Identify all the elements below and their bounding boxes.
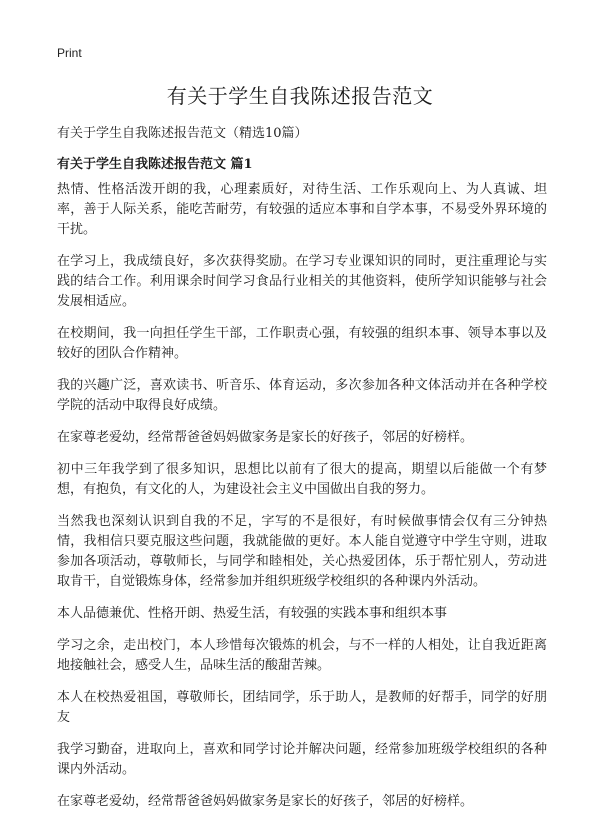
paragraph: 在家尊老爱幼，经常帮爸爸妈妈做家务是家长的好孩子，邻居的好榜样。	[57, 430, 474, 445]
print-link[interactable]: Print	[57, 46, 82, 60]
paragraph: 本人品德兼优、性格开朗、热爱生活，有较强的实践本事和组织本事	[57, 606, 448, 621]
paragraph: 本人在校热爱祖国，尊敬师长，团结同学，乐于助人，是教师的好帮手，同学的好朋友	[57, 690, 547, 725]
paragraph: 在校期间，我一向担任学生干部，工作职责心强，有较强的组织本事、领导本事以及较好的团队合作精神。	[57, 326, 547, 361]
page-title: 有关于学生自我陈述报告范文	[166, 84, 434, 108]
paragraph: 我学习勤奋，进取向上，喜欢和同学讨论并解决问题，经常参加班级学校组织的各种课内外活动。	[57, 742, 547, 777]
document-subtitle: 有关于学生自我陈述报告范文（精选10篇）	[57, 126, 308, 141]
paragraph: 我的兴趣广泛，喜欢读书、听音乐、体育运动，多次参加各种文体活动并在各种学校学院的活动中取得良好成绩。	[57, 378, 547, 413]
paragraph: 学习之余，走出校门，本人珍惜每次锻炼的机会，与不一样的人相处，让自我近距离地接触社会，感受人生，品味生活的酸甜苦辣。	[57, 638, 547, 673]
paragraph: 当然我也深刻认识到自我的不足，字写的不是很好，有时候做事情会仅有三分钟热情，我相信只要克服这些问题，我就能做的更好。本人能自觉遵守中学生守则，进取参加各项活动，尊敬师长，与同学和睦相处，关心热爱团体，乐于帮忙别人，劳动进取肯干，自觉锻炼身体，经常参加并组织班级学校组织的各种课内外活动。	[57, 514, 547, 589]
document-body	[57, 180, 547, 824]
paragraph: 热情、性格活泼开朗的我，心理素质好，对待生活、工作乐观向上、为人真诚、坦率，善于人际关系，能吃苦耐劳，有较强的适应本事和自学本事，不易受外界环境的干扰。	[57, 182, 547, 237]
paragraph: 在学习上，我成绩良好，多次获得奖励。在学习专业课知识的同时，更注重理论与实践的结合工作。利用课余时间学习食品行业相关的其他资料，使所学知识能够与社会发展相适应。	[57, 254, 547, 309]
paragraph: 初中三年我学到了很多知识，思想比以前有了很大的提高，期望以后能做一个有梦想，有抱负，有文化的人，为建设社会主义中国做出自我的努力。	[57, 462, 547, 497]
paragraph: 在家尊老爱幼，经常帮爸爸妈妈做家务是家长的好孩子，邻居的好榜样。	[57, 794, 474, 809]
section-heading: 有关于学生自我陈述报告范文 篇1	[57, 157, 253, 172]
